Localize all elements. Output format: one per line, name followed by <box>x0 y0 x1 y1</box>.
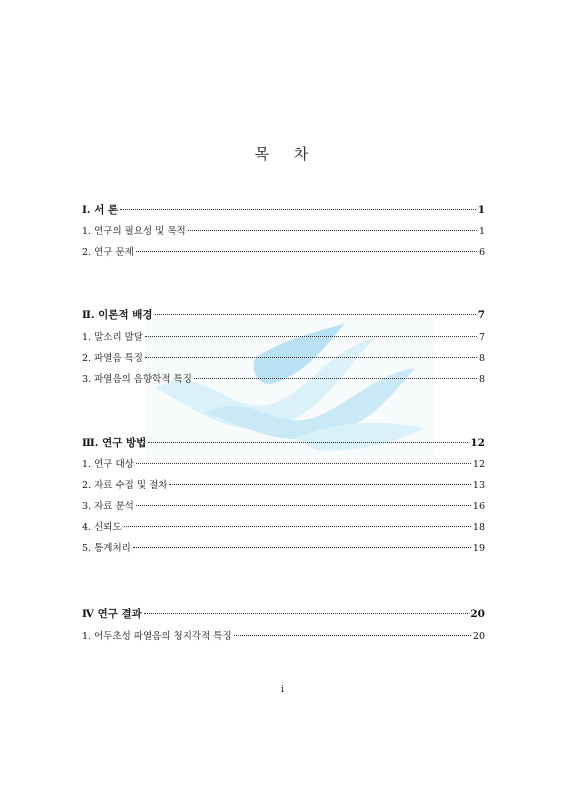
dot-leader <box>188 230 477 231</box>
dot-leader <box>169 484 471 485</box>
toc-item-3-4[interactable] <box>82 521 485 535</box>
page-number: 20 <box>470 608 485 620</box>
dot-leader <box>234 635 471 636</box>
page-number: 7 <box>478 332 485 343</box>
toc-chapter-4[interactable] <box>82 607 485 621</box>
item-label: 3. 파열음의 음향학적 특징 <box>82 374 192 385</box>
dot-leader <box>136 251 477 252</box>
toc-item-1-2[interactable] <box>82 246 485 260</box>
toc-chapter-1[interactable] <box>82 203 485 217</box>
toc-item-3-5[interactable] <box>82 542 485 556</box>
chapter-label: Ⅲ. 연구 방법 <box>82 437 147 449</box>
dot-leader <box>136 505 471 506</box>
footer-page-number: i <box>281 685 284 695</box>
chapter-label: Ⅳ 연구 결과 <box>82 608 142 620</box>
dot-leader <box>120 209 476 210</box>
toc-item-2-3[interactable] <box>82 373 485 387</box>
page-number: 7 <box>477 309 485 321</box>
item-label: 3. 자료 분석 <box>82 501 134 512</box>
dot-leader <box>145 357 477 358</box>
toc-chapter-2[interactable] <box>82 308 485 322</box>
dot-leader <box>148 442 468 443</box>
chapter-label: Ⅰ. 서 론 <box>82 204 119 216</box>
toc-item-1-1[interactable] <box>82 225 485 239</box>
page-number: 1 <box>478 226 485 237</box>
page-number: 16 <box>472 501 485 512</box>
dot-leader <box>145 336 477 337</box>
item-label: 1. 말소리 발달 <box>82 332 143 343</box>
dot-leader <box>194 378 477 379</box>
item-label: 4. 신뢰도 <box>82 522 122 533</box>
page-number: 12 <box>470 437 485 449</box>
toc-chapter-3[interactable] <box>82 436 485 450</box>
page-number: 13 <box>472 480 485 491</box>
page-number: 12 <box>472 459 485 470</box>
item-label: 2. 연구 문제 <box>82 247 134 258</box>
dot-leader <box>144 613 469 614</box>
item-label: 2. 자료 수집 및 절차 <box>82 480 168 491</box>
page-number: 8 <box>478 374 485 385</box>
item-label: 1. 어두초성 파열음의 청지각적 특징 <box>82 631 232 642</box>
dot-leader <box>124 526 471 527</box>
toc-item-3-1[interactable] <box>82 458 485 472</box>
page-number: 1 <box>477 204 485 216</box>
dot-leader <box>136 463 471 464</box>
item-label: 1. 연구의 필요성 및 목적 <box>82 226 186 237</box>
item-label: 2. 파열음 특징 <box>82 353 143 364</box>
toc-item-2-1[interactable] <box>82 331 485 345</box>
dot-leader <box>155 314 476 315</box>
page-title: 목 차 <box>254 145 311 163</box>
page-number: 19 <box>472 543 485 554</box>
toc-item-4-1[interactable] <box>82 630 485 644</box>
toc-item-3-3[interactable] <box>82 500 485 514</box>
chapter-label: Ⅱ. 이론적 배경 <box>82 309 153 321</box>
page-number: 8 <box>478 353 485 364</box>
page-number: 20 <box>472 631 485 642</box>
dot-leader <box>133 547 471 548</box>
page-number: 6 <box>478 247 485 258</box>
item-label: 1. 연구 대상 <box>82 459 134 470</box>
item-label: 5. 통계처리 <box>82 543 131 554</box>
page-number: 18 <box>472 522 485 533</box>
toc-item-3-2[interactable] <box>82 479 485 493</box>
toc-item-2-2[interactable] <box>82 352 485 366</box>
